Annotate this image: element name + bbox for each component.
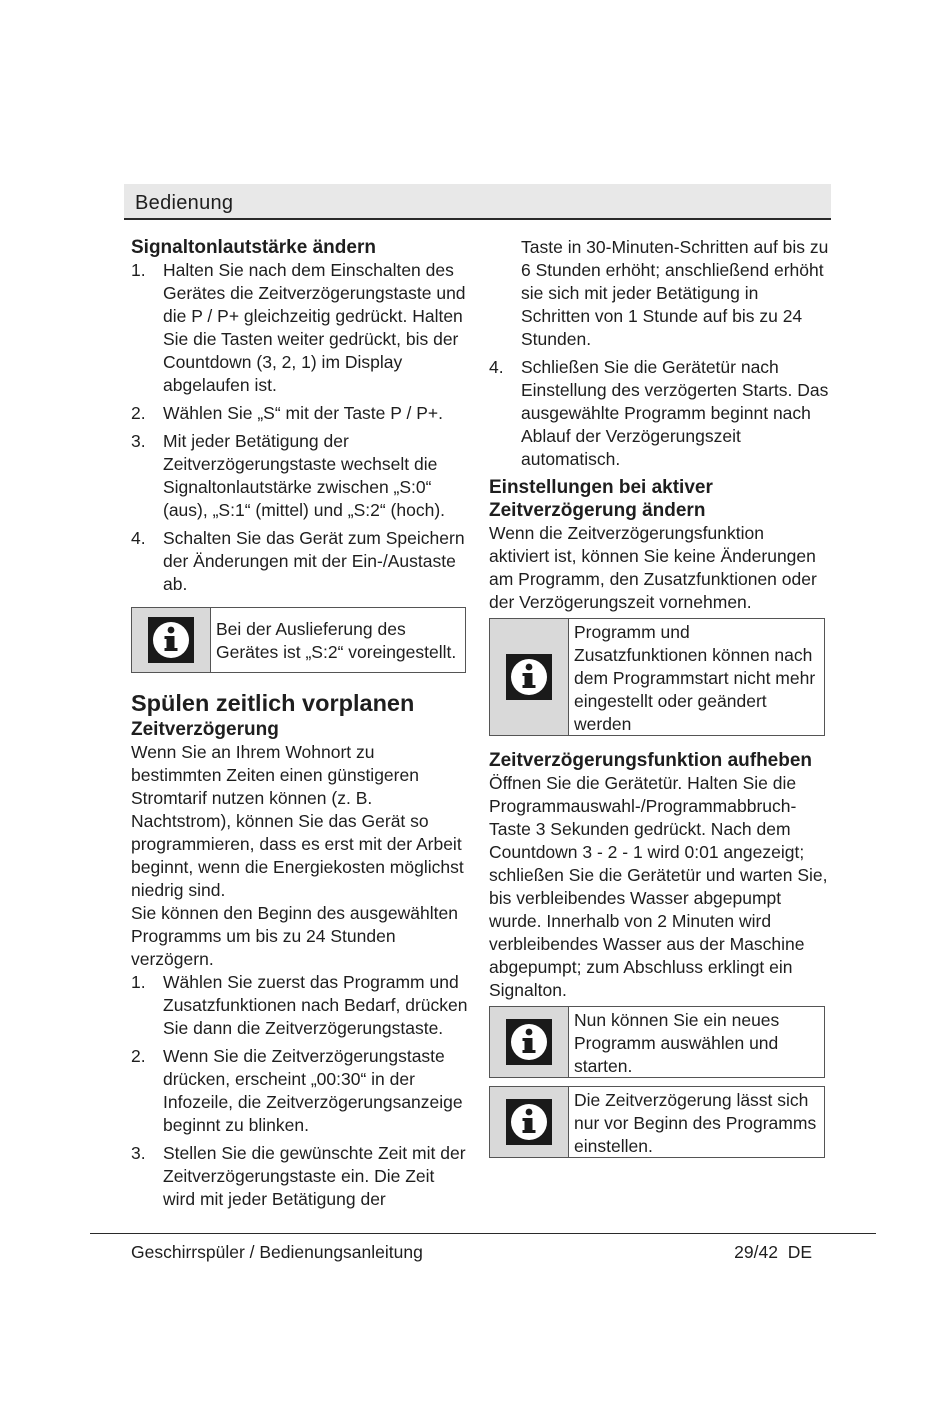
delay-heading: Zeitverzögerung (131, 719, 279, 740)
language-code: DE (787, 1242, 812, 1262)
cancel-delay-heading: Zeitverzögerungsfunktion aufheben (489, 750, 813, 771)
delay-steps (131, 971, 469, 1211)
info-note (131, 607, 466, 673)
plan-heading: Spülen zeitlich vorplanen (131, 690, 415, 716)
note-text: Nun können Sie ein neues Programm auswählen und starten. (574, 1010, 780, 1076)
right-column (489, 236, 829, 1158)
list-item: Taste in 30-Minuten-Schritten auf bis zu 6 Stunden erhöht; anschließend erhöht sie sich mit jeder Betätigung in Schritten von 1 Stunde auf bis zu 24 Stunden. (521, 237, 829, 349)
list-item: 2. Wählen Sie „S“ mit der Taste P / P+. (131, 403, 443, 423)
footer-doc-title: Geschirrspüler / Bedienungsanleitung (131, 1242, 423, 1262)
list-item: 3. Mit jeder Betätigung der Zeitverzögerungstaste wechselt die Signaltonlautstärke zwischen „S:0“ (aus), „S:1“ (mittel) und „S:2“ (hoch). (131, 431, 446, 520)
delay-paragraph: Wenn Sie an Ihrem Wohnort zu bestimmten Zeiten einen günstigeren Stromtarif nutzen können (z. B. Nachtstrom), können Sie das Gerät so programmieren, dass es erst mit der Arbeit beginnt, wenn die Energiekosten möglichst niedrig sind. (131, 742, 464, 900)
list-item: 4. Schalten Sie das Gerät zum Speichern der Änderungen mit der Ein-/Austaste ab. (131, 528, 465, 594)
info-icon (506, 1099, 552, 1145)
section-title: Bedienung (135, 192, 234, 214)
info-note (489, 618, 825, 736)
list-item: 1. Halten Sie nach dem Einschalten des Gerätes die Zeitverzögerungstaste und die P / P+ gleichzeitig gedrückt. Halten Sie die Tasten weiter gedrückt, bis der Countdown (3, 2, 1) im Display abgelaufen ist. (131, 260, 466, 395)
signal-volume-heading: Signaltonlautstärke ändern (131, 237, 376, 258)
footer-divider (90, 1233, 876, 1234)
list-item: 4. Schließen Sie die Gerätetür nach Einstellung des verzögerten Starts. Das ausgewählte Programm beginnt nach Ablauf der Verzögerungszeit automatisch. (489, 357, 829, 469)
info-icon (506, 1019, 552, 1065)
note-text: Bei der Auslieferung des Gerätes ist „S:2“ voreingestellt. (216, 619, 457, 662)
footer-page-info (734, 1242, 812, 1263)
left-column (131, 236, 469, 1216)
info-icon (148, 617, 194, 663)
note-text: Programm und Zusatzfunktionen können nach dem Programmstart nicht mehr eingestellt oder geändert werden (574, 622, 816, 734)
list-item: 1. Wählen Sie zuerst das Programm und Zusatzfunktionen nach Bedarf, drücken Sie dann die Zeitverzögerungstaste. (131, 972, 468, 1038)
delay-steps-continued (489, 236, 829, 471)
info-note (489, 1006, 825, 1078)
section-header (124, 184, 831, 220)
active-delay-heading: Einstellungen bei aktiver Zeitverzögerung ändern (489, 477, 713, 521)
signal-volume-steps (131, 259, 469, 596)
list-item: 2. Wenn Sie die Zeitverzögerungstaste drücken, erscheint „00:30“ in der Infozeile, die Zeitverzögerungsanzeige beginnt zu blinken. (131, 1046, 463, 1135)
cancel-delay-paragraph: Öffnen Sie die Gerätetür. Halten Sie die Programmauswahl-/Programmabbruch-Taste 3 Sekunden gedrückt. Nach dem Countdown 3 - 2 - 1 wird 0:01 angezeigt; schließen Sie die Gerätetür und warten Sie, bis verbleibendes Wasser abgepumpt wurde. Innerhalb von 2 Minuten wird verbleibendes Wasser aus der Maschine abgepumpt; zum Abschluss erklingt ein Signalton. (489, 773, 828, 1000)
note-text: Die Zeitverzögerung lässt sich nur vor Beginn des Programms einstellen. (574, 1090, 817, 1156)
list-item: 3. Stellen Sie die gewünschte Zeit mit der Zeitverzögerungstaste ein. Die Zeit wird mit jeder Betätigung der (131, 1143, 466, 1209)
active-delay-paragraph: Wenn die Zeitverzögerungsfunktion aktiviert ist, können Sie keine Änderungen am Programm, den Zusatzfunktionen oder der Verzögerungszeit vornehmen. (489, 523, 817, 612)
info-icon (506, 654, 552, 700)
page-number: 29/42 (734, 1242, 778, 1262)
info-note (489, 1086, 825, 1158)
delay-paragraph: Sie können den Beginn des ausgewählten Programms um bis zu 24 Stunden verzögern. (131, 903, 458, 969)
